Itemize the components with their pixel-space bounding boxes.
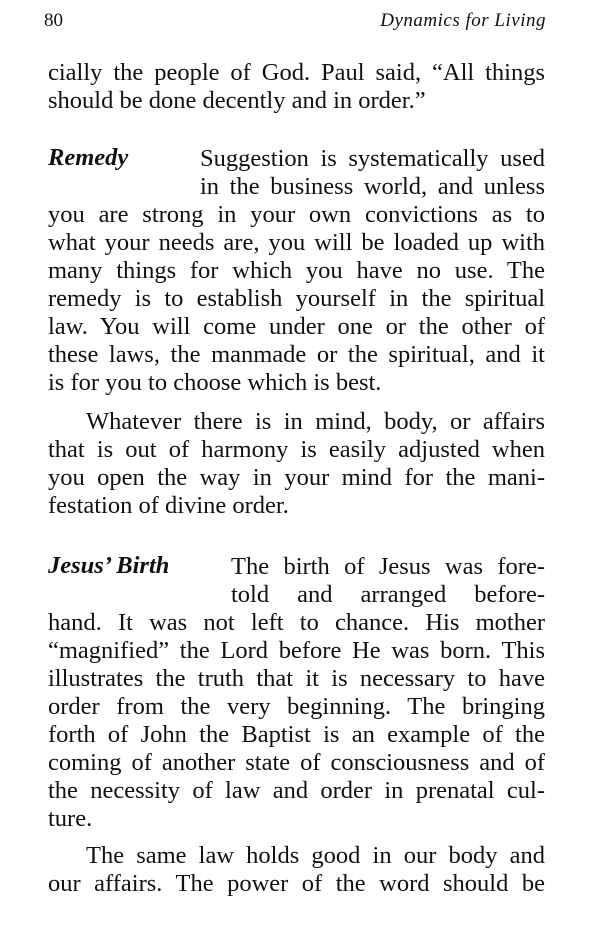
running-title: Dynamics for Living [380,10,546,31]
text-line: told and arranged before- [231,581,545,608]
text-line: that is out of harmony is easily adjusted when [48,436,545,463]
text-line: The same law holds good in our body and [86,842,545,869]
text-line: The birth of Jesus was fore- [231,553,545,580]
text-line: coming of another state of consciousness and of [48,749,545,776]
text-line: cially the people of God. Paul said, “All things [48,59,545,86]
page-header [44,10,546,36]
text-line: you open the way in your mind for the mani- [48,464,545,491]
text-line: order from the very beginning. The bringing [48,693,545,720]
text-line: is for you to choose which is best. [48,369,382,396]
text-line: many things for which you have no use. The [48,257,545,284]
text-line: “magnified” the Lord before He was born. This [48,637,545,664]
text-line: in the business world, and unless [200,173,545,200]
text-line: the necessity of law and order in prenatal cul- [48,777,545,804]
section-heading-jesus-birth: Jesus’ Birth [48,552,170,579]
text-line: these laws, the manmade or the spiritual, and it [48,341,545,368]
text-line: hand. It was not left to chance. His mother [48,609,545,636]
text-line: you are strong in your own convictions as to [48,201,545,228]
text-line: ture. [48,805,93,832]
section-heading-remedy: Remedy [48,144,129,171]
text-line: illustrates the truth that it is necessary to have [48,665,545,692]
text-line: forth of John the Baptist is an example of the [48,721,545,748]
text-line: should be done decently and in order.” [48,87,426,114]
text-line: festation of divine order. [48,492,289,519]
text-line: remedy is to establish yourself in the spiritual [48,285,545,312]
text-line: what your needs are, you will be loaded up with [48,229,545,256]
text-line: our affairs. The power of the word should be [48,870,545,897]
page-number: 80 [44,10,63,31]
text-line: Suggestion is systematically used [200,145,545,172]
text-line: Whatever there is in mind, body, or affairs [86,408,545,435]
text-line: law. You will come under one or the other of [48,313,545,340]
